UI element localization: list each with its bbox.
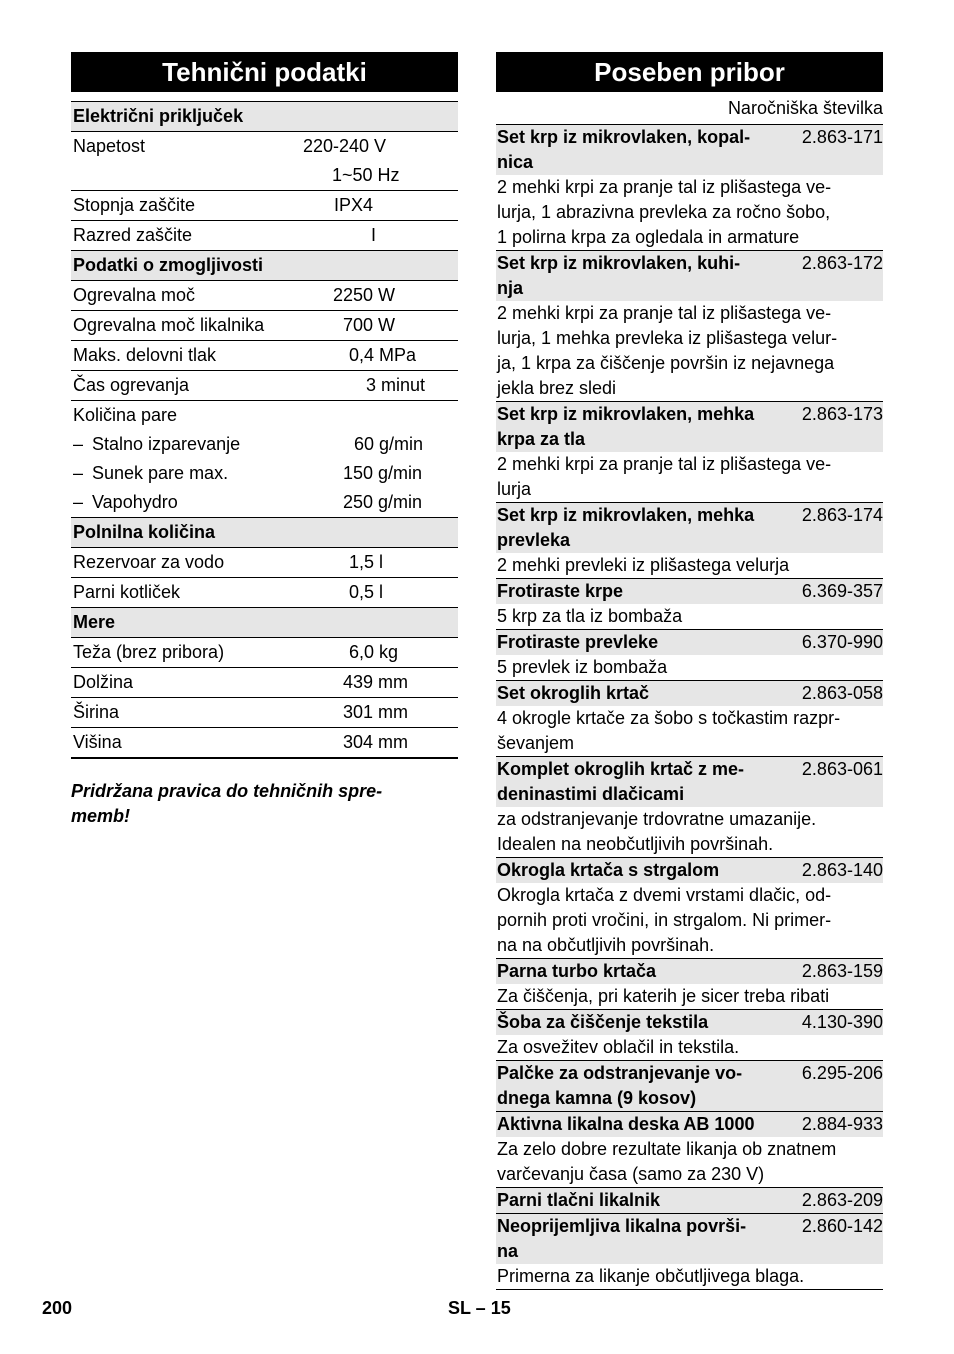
spec-value: I [371,225,377,245]
accessory-name [496,402,883,452]
spec-sublabel: Sunek pare max. [92,463,229,483]
accessory-name-line: dnega kamna (9 kosov) [497,1088,697,1108]
accessory-name [496,1214,883,1264]
accessory-name-line: Komplet okroglih krtač z me- [497,759,745,779]
accessory-name-line: Okrogla krtača s strgalom [497,860,720,880]
accessory-name [496,1061,883,1111]
accessory-item [496,629,883,680]
spec-row [71,311,458,341]
description-line: 2 mehki prevleki iz plišastega velurja [497,555,790,575]
spec-subrow [71,430,458,459]
accessory-name-line: Parni tlačni likalnik [497,1190,661,1210]
accessory-description [496,604,883,629]
accessory-description [496,452,883,502]
spec-value: 250 g/min [343,492,423,512]
order-number: 4.130-390 [801,1012,883,1032]
description-line: pornih proti vročini, in strgalom. Ni primer- [497,910,832,930]
spec-subrow [71,488,458,518]
accessories-title: Poseben pribor [496,52,883,92]
description-line: 2 mehki krpi za pranje tal iz plišastega ve- [497,177,832,197]
accessory-name [496,630,883,655]
spec-value: 301 mm [343,702,409,722]
accessory-name-line: Set krp iz mikrovlaken, mehka [497,404,755,424]
spec-label: Količina pare [73,405,178,425]
spec-row [71,221,458,251]
technical-data-column [71,52,458,829]
order-number: 2.863-173 [801,404,883,424]
accessory-name-line: deninastimi dlačicami [497,784,685,804]
accessory-description [496,301,883,401]
spec-value: 3 minut [366,375,426,395]
spec-sublabel: Vapohydro [92,492,178,512]
accessory-item [496,578,883,629]
technical-changes-note [71,779,441,829]
spec-value: 700 W [343,315,396,335]
dash-bullet: – [73,492,84,512]
description-line: varčevanju časa (samo za 230 V) [497,1164,765,1184]
spec-value: 220-240 V [303,136,387,156]
spec-label: Napetost [73,136,146,156]
accessory-name-line: Frotiraste prevleke [497,632,659,652]
dash-bullet: – [73,434,84,454]
accessory-description [496,655,883,680]
accessory-name-line: Parna turbo krtača [497,961,657,981]
accessory-description [496,706,883,756]
spec-label: Razred zaščite [73,225,193,245]
accessory-name [496,858,883,883]
spec-sublabel: Stalno izparevanje [92,434,241,454]
spec-value: 304 mm [343,732,409,752]
spec-row [71,548,458,578]
spec-value: 0,5 l [349,582,384,602]
description-line: lurja, 1 abrazivna prevleka za ročno šobo, [497,202,831,222]
accessory-item [496,680,883,756]
order-number: 2.863-174 [801,505,883,525]
spec-row [71,728,458,759]
accessory-name-line: Šoba za čiščenje tekstila [497,1012,709,1032]
description-line: za odstranjevanje trdovratne umazanije. [497,809,817,829]
spec-section-header: Električni priključek [71,102,458,132]
accessory-name-line: nica [497,152,534,172]
spec-label: Maks. delovni tlak [73,345,217,365]
spec-row [71,161,458,191]
description-line: lurja [497,479,532,499]
order-number-label: Naročniška številka [727,98,883,118]
description-line: Idealen na neobčutljivih površinah. [497,834,774,854]
accessory-description [496,1035,883,1060]
accessory-description [496,1137,883,1187]
order-number: 2.863-159 [801,961,883,981]
accessory-name-line: Set krp iz mikrovlaken, mehka [497,505,755,525]
order-number: 2.863-209 [801,1190,883,1210]
accessory-item [496,756,883,857]
spec-label: Ogrevalna moč likalnika [73,315,265,335]
accessory-item [496,1009,883,1060]
spec-row [71,698,458,728]
accessory-item [496,502,883,578]
accessory-description [496,1264,883,1289]
accessory-name [496,579,883,604]
accessory-item [496,958,883,1009]
description-line: 4 okrogle krtače za šobo s točkastim razpr- [497,708,841,728]
accessory-item [496,1187,883,1213]
description-line: 5 prevlek iz bombaža [497,657,668,677]
spec-value: IPX4 [334,195,374,215]
description-line: Za zelo dobre rezultate likanja ob znatnem [497,1139,837,1159]
spec-row [71,371,458,401]
spec-section-header: Podatki o zmogljivosti [71,251,458,281]
accessory-name-line: Frotiraste krpe [497,581,624,601]
accessory-item [496,124,883,250]
description-line: ja, 1 krpa za čiščenje površin iz nejavnega [497,353,835,373]
spec-label: Rezervoar za vodo [73,552,225,572]
dash-bullet: – [73,463,84,483]
spec-row [71,578,458,608]
accessory-item [496,1213,883,1290]
accessory-name-line: Neoprijemljiva likalna površi- [497,1216,747,1236]
description-line: Okrogla krtača z dvemi vrstami dlačic, od- [497,885,832,905]
spec-label: Višina [73,732,122,752]
note-line: Pridržana pravica do tehničnih spre- [71,781,383,801]
order-number: 6.295-206 [801,1063,883,1083]
accessory-name-line: krpa za tla [497,429,586,449]
accessory-name-line: Set okroglih krtač [497,683,650,703]
spec-value: 150 g/min [343,463,423,483]
spec-label: Ogrevalna moč [73,285,196,305]
spec-value: 1,5 l [349,552,384,572]
accessory-description [496,553,883,578]
accessory-name-line: na [497,1241,519,1261]
accessory-description [496,883,883,958]
accessory-name [496,1188,883,1213]
spec-label: Širina [73,702,120,722]
order-number: 6.370-990 [801,632,883,652]
accessory-name [496,681,883,706]
spec-label: Teža (brez pribora) [73,642,225,662]
order-number: 2.863-061 [801,759,883,779]
accessory-name [496,1112,883,1137]
spec-row [71,668,458,698]
spec-value: 60 g/min [354,434,424,454]
accessory-name [496,1010,883,1035]
order-number: 2.860-142 [801,1216,883,1236]
order-number: 6.369-357 [801,581,883,601]
description-line: Za čiščenja, pri katerih je sicer treba ribati [497,986,830,1006]
spec-label: Parni kotliček [73,582,181,602]
order-number: 2.863-172 [801,253,883,273]
description-line: 5 krp za tla iz bombaža [497,606,683,626]
accessory-item [496,857,883,958]
spec-row [71,401,458,430]
description-line: 2 mehki krpi za pranje tal iz plišastega ve- [497,454,832,474]
order-number: 2.884-933 [801,1114,883,1134]
spec-row [71,132,458,161]
spec-label: Dolžina [73,672,134,692]
accessory-item [496,401,883,502]
accessory-name [496,503,883,553]
accessory-name [496,959,883,984]
spec-subrow [71,459,458,488]
accessory-name-line: Set krp iz mikrovlaken, kopal- [497,127,751,147]
accessory-description [496,807,883,857]
page-number: 200 [42,1298,73,1318]
technical-data-table [71,101,458,759]
spec-section-header: Polnilna količina [71,518,458,548]
spec-row [71,191,458,221]
technical-data-title: Tehnični podatki [71,52,458,92]
page-language-label: SL – 15 [448,1298,511,1318]
order-number: 2.863-140 [801,860,883,880]
accessories-list [496,124,883,1290]
accessories-column [496,52,883,1290]
description-line: 1 polirna krpa za ogledala in armature [497,227,800,247]
accessory-item [496,250,883,401]
description-line: Primerna za likanje občutljivega blaga. [497,1266,805,1286]
accessory-name [496,125,883,175]
spec-row [71,281,458,311]
description-line: Za osvežitev oblačil in tekstila. [497,1037,740,1057]
description-line: jekla brez sledi [497,378,617,398]
accessory-name [496,757,883,807]
spec-section-header: Mere [71,608,458,638]
spec-value: 1~50 Hz [332,165,400,185]
spec-value: 2250 W [333,285,396,305]
description-line: ševanjem [497,733,575,753]
accessory-name [496,251,883,301]
accessory-description [496,984,883,1009]
order-number: 2.863-171 [801,127,883,147]
note-line: memb! [71,806,131,826]
accessory-name-line: Aktivna likalna deska AB 1000 [497,1114,755,1134]
description-line: 2 mehki krpi za pranje tal iz plišastega ve- [497,303,832,323]
spec-label: Čas ogrevanja [73,375,190,395]
accessory-name-line: nja [497,278,524,298]
accessory-name-line: Palčke za odstranjevanje vo- [497,1063,743,1083]
accessory-item [496,1111,883,1187]
accessory-name-line: prevleka [497,530,571,550]
spec-value: 6,0 kg [349,642,399,662]
order-number: 2.863-058 [801,683,883,703]
spec-row [71,341,458,371]
spec-row [71,638,458,668]
description-line: na na občutljivih površinah. [497,935,715,955]
accessory-description [496,175,883,250]
spec-value: 439 mm [343,672,409,692]
accessory-item [496,1060,883,1111]
description-line: lurja, 1 mehka prevleka iz plišastega velur- [497,328,838,348]
accessory-name-line: Set krp iz mikrovlaken, kuhi- [497,253,741,273]
spec-value: 0,4 MPa [349,345,417,365]
spec-label: Stopnja zaščite [73,195,196,215]
